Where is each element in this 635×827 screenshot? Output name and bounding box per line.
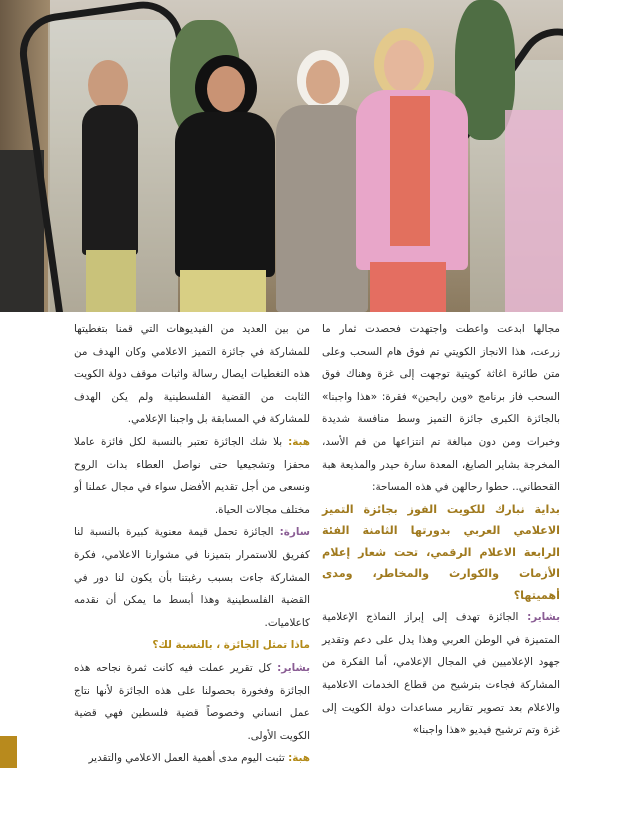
answer-paragraph: هبة: تثبت اليوم مدى أهمية العمل الاعلامي والتقدير: [88, 752, 310, 765]
article-photo: [0, 0, 563, 312]
answer-paragraph: بشاير: الجائزة تهدف إلى إبراز النماذج الإعلامية المتميزة في الوطن العربي وهذا يدل على دعم وتقدير جهود الإعلاميين في المجال الإعلامي، أما الفكرة من المشاركة فجاءت بترشيح من قطاع الخدمات الاعلامية والاعلام بعد تصوير تقارير مساعدات دولة الكويت إلى غزة وتم ترشيح فيديو «هذا واجبنا»: [322, 611, 560, 737]
speaker-label: بشاير:: [277, 661, 310, 674]
left-text-column: [74, 318, 310, 770]
right-text-column: [322, 318, 560, 742]
answer-paragraph: سارة: الجائزة تحمل قيمة معنوية كبيرة بالنسبة لنا كفريق للاستمرار بتميزنا في مشوارنا الاعلامي، فكرة المشاركة جاءت بسبب رغبتنا بأن يكون لنا دور في القضية الفلسطينية وهذا أبسط ما يمكن أن نقدمه كاعلاميات.: [74, 526, 310, 629]
continued-paragraph: من بين العديد من الفيديوهات التي قمنا بتغطيتها للمشاركة في جائزة التميز الاعلامي وكان الهدف من هذه التغطيات ايصال رسالة واثبات موقف دولة الكويت الثابت من القضية الفلسطينية ولم يكن الهدف للمشاركة في المسابقة بل واجبنا الإعلامي.: [74, 323, 310, 426]
speaker-label: هبة:: [288, 435, 310, 448]
answer-paragraph: بشاير: كل تقرير عملت فيه كانت ثمرة نجاحه هذه الجائزة وفخورة بحصولنا على هذه الجائزة لأنها نتاج عمل انساني وخصوصاً قضية فلسطين فهي قضية الكويت الأولى.: [74, 661, 310, 742]
question-heading: بداية نبارك للكويت الفوز بجائزة التميز الاعلامي العربي بدورتها الثامنة الفئة الرابعة الاعلام الرقمي، تحت شعار إعلام الأزمات والكوارث والمخاطر، ومدى أهميتها؟: [322, 502, 560, 602]
speaker-label: بشاير:: [527, 611, 560, 624]
page-accent-strip: [0, 736, 17, 768]
answer-paragraph: هبة: بلا شك الجائزة تعتبر بالنسبة لكل فائزة عاملا محفزا وتشجيعيا حتى نواصل العطاء بدات الروح ونسعى من أجل تقديم الأفضل سواء في مجال عملنا أو مختلف مجالات الحياة.: [74, 435, 310, 516]
question-heading: ماذا تمثل الجائزة ، بالنسبة لك؟: [152, 639, 310, 652]
intro-paragraph: مجالها ابدعت واعطت واجتهدت فحصدت ثمار ما زرعت، هذا الانجاز الكويتي تم فوق هام السحب وعلى متن طائرة اغاثة كويتية توجهت إلى غزة وهناك فوق السحب فاز برنامج «وين رايحين» فقرة: «هذا واجبنا» بالجائزة الكبرى جائزة التميز وسط منافسة شديدة وخبرات ومن دون مبالغة تم انتزاعها من فم الأسد، المخرجة بشاير الصايغ، المعدة سارة حيدر والمذيعة هبة القحطاني.. حطوا رحالهن في هذه المساحة:: [322, 323, 560, 494]
speaker-label: سارة:: [279, 526, 310, 539]
speaker-label: هبة:: [288, 752, 310, 765]
